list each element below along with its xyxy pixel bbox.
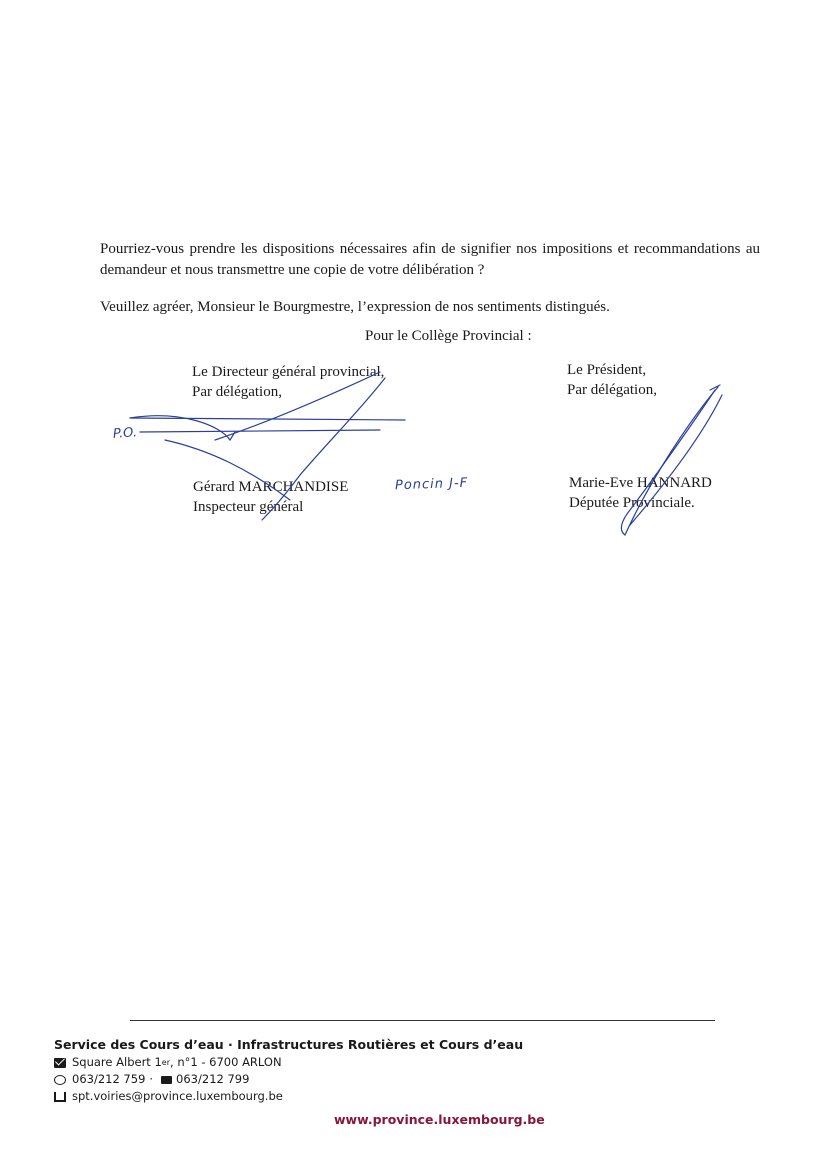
address-rest: , n°1 - 6700 ARLON [170,1055,282,1069]
right-role-line-1: Le Président, [567,362,647,378]
separator: · [149,1072,154,1086]
left-role-line-2: Par délégation, [192,384,282,400]
right-signatory-name-block [569,473,712,513]
closing-request-paragraph: Pourriez-vous prendre les dispositions nécessaires afin de signifier nos impositions et recommandations au demandeur et nous transmettre une copie de votre délibération ? [100,241,760,278]
address-superscript: er [161,1058,171,1067]
left-signatory-name: Gérard MARCHANDISE [193,479,349,495]
handwritten-initials: Poncin J-F [394,475,469,494]
footer-email [54,1088,523,1105]
footer-service: Service des Cours d’eau · Infrastructures Routières et Cours d’eau [54,1037,524,1052]
footer-address [54,1054,523,1071]
website-link[interactable]: www.province.luxembourg.be [334,1112,545,1127]
footer-divider [130,1020,715,1021]
right-signatory-name: Marie-Eve HANNARD [569,475,712,491]
mail-icon [54,1058,66,1068]
phone-icon [54,1075,66,1085]
college-heading: Pour le Collège Provincial : [365,328,532,344]
footer-phone-fax [54,1071,523,1088]
address-text: Square Albert 1 [72,1055,162,1069]
phone-number: 063/212 759 [72,1072,146,1086]
salutation-paragraph: Veuillez agréer, Monsieur le Bourgmestre, l’expression de nos sentiments distingués. [100,299,610,315]
email-address[interactable]: spt.voiries@province.luxembourg.be [72,1089,283,1103]
left-signatory-title: Inspecteur général [193,499,304,515]
fax-number: 063/212 799 [176,1072,250,1086]
fax-icon [161,1076,172,1084]
left-signatory-name-block [193,477,348,517]
footer [54,1036,523,1105]
left-signatory-role [192,362,384,402]
right-signatory-role [567,360,657,400]
right-role-line-2: Par délégation, [567,382,657,398]
email-icon [54,1092,66,1102]
left-role-line-1: Le Directeur général provincial, [192,364,385,380]
right-signatory-title: Députée Provinciale. [569,495,695,511]
handwritten-po: P.O. [112,425,138,442]
